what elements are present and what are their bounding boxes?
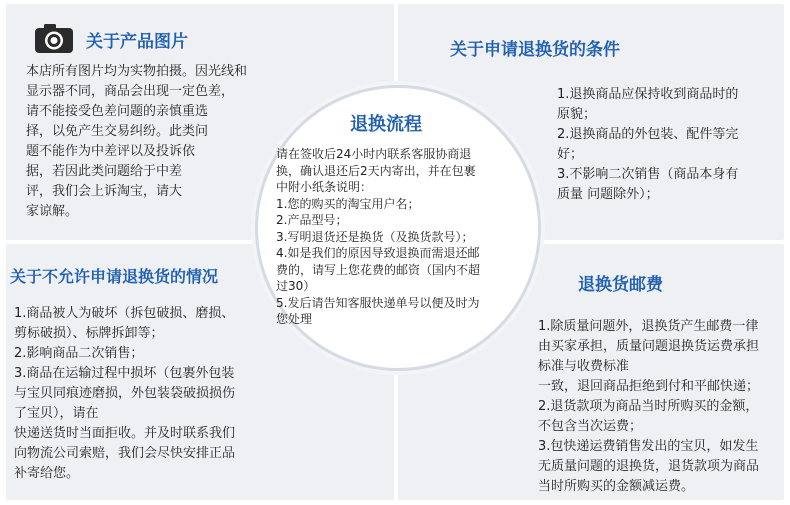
text-line: 2.产品型号； [276,213,348,227]
text-line: 题不能作为中差评以及投诉依 [26,144,196,159]
text-line: 剪标破损）、标牌拆卸等； [14,326,164,341]
text-line: 1.商品被人为破坏（拆包破损、磨损、 [14,306,235,321]
return-shipping-title: 退换货邮费 [578,275,663,295]
text-line: 3.写明退货还是换货（及换货款号）； [276,229,474,244]
text-line: 3.商品在运输过程中损坏（包裹外包装 [14,366,235,381]
return-conditions-body [557,85,772,205]
text-line: 5.发后请告知客服快递单号以便及时为 [276,295,480,310]
text-line: 由买家承担，质量问题退换货运费承担 [538,339,760,354]
text-line: 中附小纸条说明： [276,180,373,194]
no-return-cases-title: 关于不允许申请退换货的情况 [10,267,219,286]
return-conditions-title: 关于申请退换货的条件 [450,40,620,60]
text-line: 2.影响商品二次销售； [14,346,144,361]
text-line: 评，我们会上诉淘宝，请大 [26,184,183,199]
text-line: 据，若因此类问题给于中差 [26,164,183,179]
text-line: 快递送货时当面拒收。并及时联系我们 [14,426,236,441]
text-line: 显示器不同，商品会出现一定色差， [26,84,235,99]
text-line: 费的，请写上您花费的邮资（国内不超 [276,262,481,277]
text-line: 3.包快递运费销售发出的宝贝，如发生 [538,439,759,454]
text-line: 择，以免产生交易纠纷。此类问 [26,124,209,139]
text-line: 换，确认退还后2天内寄出，并在包裹 [276,163,476,178]
text-line: 请在签收后24小时内联系客服协商退 [276,147,472,161]
return-process-body [276,146,516,328]
text-line: 质量 问题除外）； [557,187,659,202]
text-line: 无质量问题的退换货，退货款项为商品 [538,459,760,474]
text-line: 了宝贝），请在 [14,406,99,421]
text-line: 向物流公司索赔，我们会尽快安排正品 [14,446,236,461]
text-line: 家谅解。 [26,204,79,219]
text-line: 4.如是我们的原因导致退换而需退还邮 [276,246,480,260]
text-line: 好； [557,147,584,162]
text-line: 您处理 [276,312,313,326]
return-shipping-body [538,317,780,497]
text-line: 与宝贝同痕迹磨损，外包装袋破损损伤 [14,386,236,401]
text-line: 3.不影响二次销售（商品本身有 [557,167,739,182]
return-process-title: 退换流程 [350,114,422,135]
product-images-title: 关于产品图片 [86,32,188,52]
text-line: 1.退换商品应保持收到商品时的 [557,87,739,102]
text-line: 请不能接受色差问题的亲慎重选 [26,104,209,119]
text-line: 当时所购买的金额减运费。 [538,479,695,494]
text-line: 1.除质量问题外，退换货产生邮费一律 [538,319,759,334]
text-line: 不包含当次运费； [538,419,643,434]
camera-icon [34,22,74,54]
text-line: 1.您的购买的淘宝用户名； [276,196,420,211]
text-line: 标准与收费标准 [538,359,630,374]
text-line: 本店所有图片均为实物拍摄。因光线和 [26,64,248,79]
text-line: 原貌； [557,107,597,122]
product-images-body [26,62,276,222]
text-line: 2.退货款项为商品当时所购买的金额， [538,399,759,414]
text-line: 一致，退回商品拒绝到付和平邮快递； [538,379,760,394]
text-line: 过30） [276,279,316,293]
text-line: 2.退换商品的外包装、配件等完 [557,127,739,142]
text-line: 补寄给您。 [14,466,80,481]
no-return-cases-body [14,304,264,484]
